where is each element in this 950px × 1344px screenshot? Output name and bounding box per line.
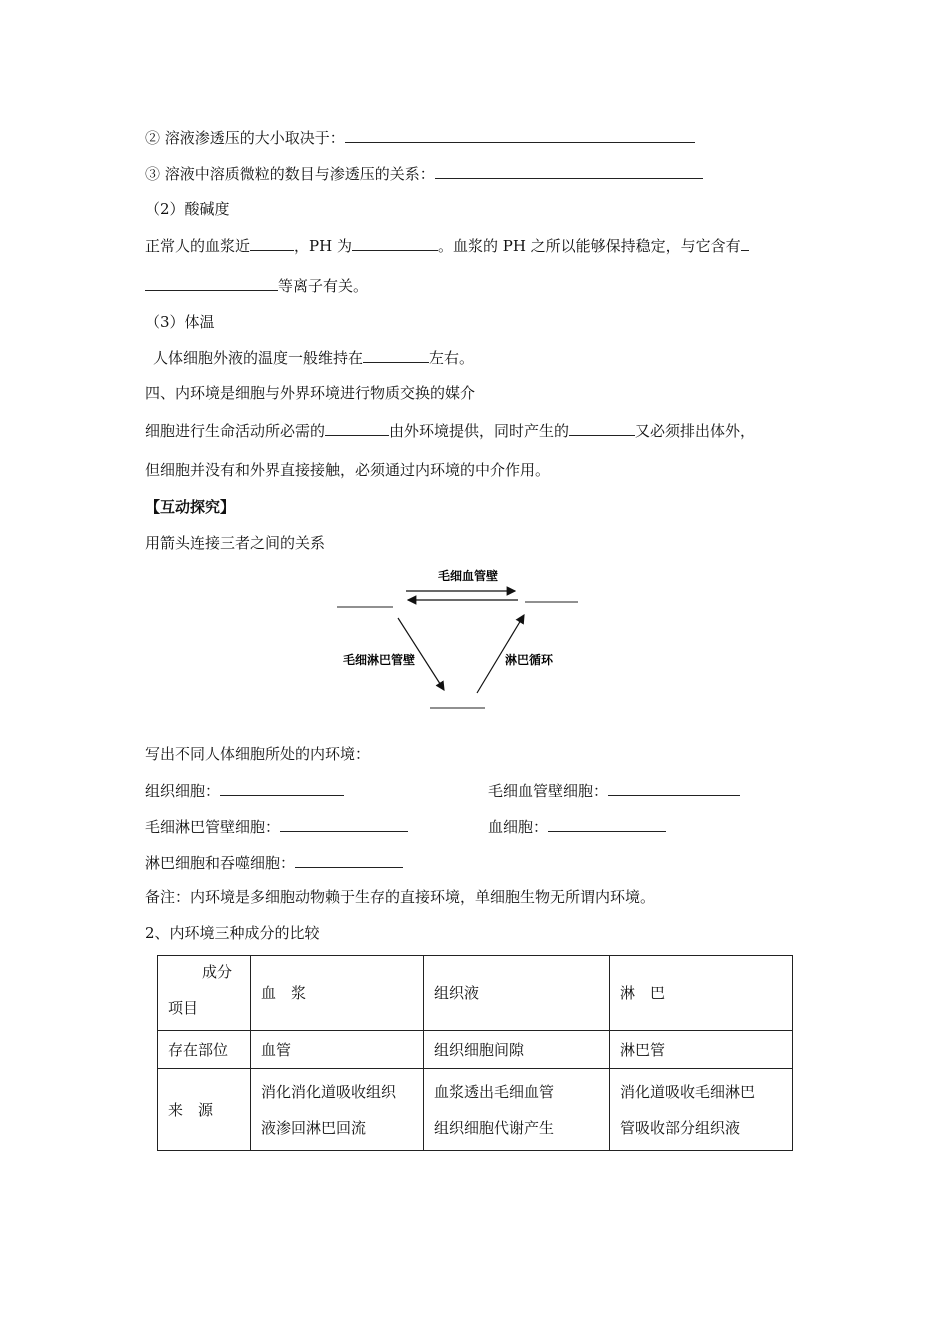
table-corner-cell [158,956,251,1031]
cell-lymph-location: 淋巴管 [610,1031,793,1069]
temperature-text-a: 人体细胞外液的温度一般维持在 [153,349,364,367]
cell-text: 组织细胞代谢产生 [434,1118,555,1137]
lymph-wall-cell-label: 毛细淋巴管壁细胞： [145,818,281,836]
ph-text-a: 正常人的血浆近 [145,237,251,255]
fill-blank[interactable] [345,127,695,143]
table-row [158,1031,793,1069]
exchange-text-b: 由外环境提供，同时产生的 [389,422,570,440]
fill-blank[interactable] [280,816,408,832]
ph-text-b: ，PH 为 [294,237,352,255]
lymphocyte-label: 淋巴细胞和吞噬细胞： [145,854,296,872]
fill-blank[interactable] [569,420,635,436]
fill-blank[interactable] [608,780,740,796]
ions-text: 等离子有关。 [278,277,369,295]
exchange-text-c: 又必须排出体外， [635,422,756,440]
temperature-heading: （3）体温 [145,313,215,331]
cell-tissue-location: 组织细胞间隙 [424,1031,610,1069]
cell-text: 血浆透出毛细血管 [434,1082,555,1101]
note-line: 备注：内环境是多细胞动物赖于生存的直接环境，单细胞生物无所谓内环境。 [145,888,656,906]
cell-tissue-source [424,1069,610,1151]
blood-cell-label: 血细胞： [488,818,549,836]
ph-heading: （2）酸碱度 [145,200,230,218]
cell-text: 消化道吸收毛细淋巴 [620,1082,756,1101]
ions-line [145,275,368,296]
cell-plasma-location: 血管 [251,1031,424,1069]
fill-blank[interactable] [352,235,438,251]
fill-blank[interactable] [435,163,703,179]
fill-blank[interactable] [741,235,749,251]
arrow-instruction: 用箭头连接三者之间的关系 [145,534,326,552]
osmotic-factor-text: ② 溶液渗透压的大小取决于： [145,129,345,147]
lymph-circulation-label: 淋巴循环 [504,653,554,667]
solute-relation-text: ③ 溶液中溶质微粒的数目与渗透压的关系： [145,165,435,183]
cells-heading: 写出不同人体细胞所处的内环境： [145,745,371,763]
tissue-cell-line [145,780,344,801]
interactive-heading: 【互动探究】 [145,498,236,516]
capillary-wall-cell-label: 毛细血管壁细胞： [488,782,609,800]
fill-blank[interactable] [145,275,278,291]
capillary-wall-cell-line [488,780,740,801]
fill-blank[interactable] [220,780,344,796]
row-label-source: 来 源 [158,1069,251,1151]
lymph-wall-label: 毛细淋巴管壁 [342,653,416,667]
table-header-row [158,956,793,1031]
fill-blank[interactable] [295,852,403,868]
exchange-line [145,420,755,441]
fill-blank[interactable] [363,347,429,363]
temperature-line [153,347,474,368]
fill-blank[interactable] [250,235,294,251]
cell-text: 管吸收部分组织液 [620,1118,741,1137]
header-plasma: 血 浆 [251,956,424,1031]
cell-plasma-source [251,1069,424,1151]
solute-relation-line [145,163,703,184]
exchange-text-a: 细胞进行生命活动所必需的 [145,422,326,440]
header-tissue-fluid: 组织液 [424,956,610,1031]
fill-blank[interactable] [325,420,389,436]
fill-blank[interactable] [548,816,666,832]
comparison-table [157,955,793,1151]
cell-lymph-source [610,1069,793,1151]
header-lymph: 淋 巴 [610,956,793,1031]
header-item: 项目 [168,999,199,1017]
relationship-diagram [320,560,600,715]
tissue-cell-label: 组织细胞： [145,782,221,800]
comparison-heading: 2、内环境三种成分的比较 [145,924,320,942]
section-four-heading: 四、内环境是细胞与外界环境进行物质交换的媒介 [145,384,476,402]
temperature-text-b: 左右。 [429,349,475,367]
header-component: 成分 [202,963,233,981]
ph-line [145,235,749,256]
lymphocyte-line [145,852,403,873]
capillary-wall-label: 毛细血管壁 [437,569,499,583]
table-row [158,1069,793,1151]
row-label-location: 存在部位 [158,1031,251,1069]
ph-text-c: 。血浆的 PH 之所以能够保持稳定，与它含有 [437,237,741,255]
cell-text: 消化消化道吸收组织 [261,1082,397,1101]
cell-text: 液渗回淋巴回流 [261,1118,367,1137]
mediator-line: 但细胞并没有和外界直接接触，必须通过内环境的中介作用。 [145,461,551,479]
blood-cell-line [488,816,666,837]
osmotic-factor-line [145,127,695,148]
lymph-wall-cell-line [145,816,408,837]
